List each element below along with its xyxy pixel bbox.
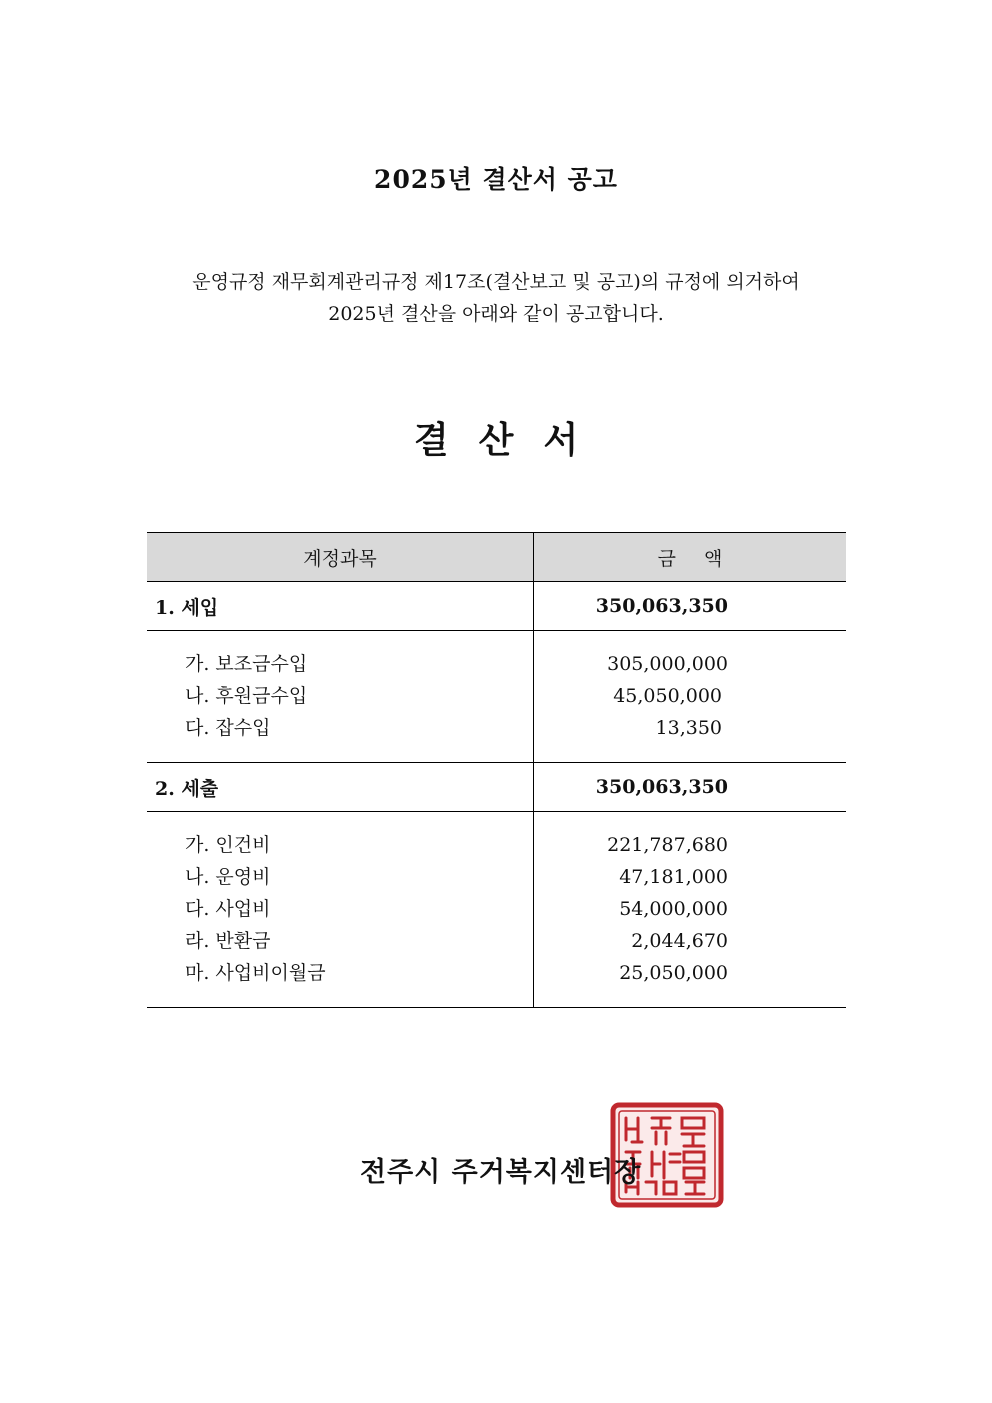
- income-item-labels: [147, 631, 534, 763]
- amount-value: 305,000,000: [607, 653, 728, 675]
- organization-signature: 전주시 주거복지센터장: [360, 1157, 642, 1188]
- header-account: 계정과목: [147, 533, 534, 582]
- list-item: 나. 운영비: [185, 866, 271, 888]
- list-item: 다. 잡수입: [185, 717, 271, 739]
- document-title: 결산서: [413, 419, 609, 461]
- expense-items-row: [147, 812, 846, 1008]
- header-amount: [534, 533, 847, 582]
- income-label: 1. 세입: [147, 582, 534, 631]
- list-item: 다. 사업비: [185, 898, 271, 920]
- intro-line-2: 2025년 결산을 아래와 같이 공고합니다.: [328, 303, 664, 325]
- notice-title: 2025년 결산서 공고: [374, 165, 618, 194]
- amount-value: 13,350: [655, 717, 722, 739]
- header-amount-label: 금액: [657, 547, 751, 570]
- expense-label: 2. 세출: [147, 763, 534, 812]
- expense-item-labels: [147, 812, 534, 1008]
- amount-value: 221,787,680: [607, 834, 728, 856]
- table-header-row: [147, 533, 846, 582]
- amount-value: 45,050,000: [613, 685, 722, 707]
- amount-value: 25,050,000: [619, 962, 728, 984]
- expense-total: 350,063,350: [534, 763, 847, 812]
- income-total-row: [147, 582, 846, 631]
- expense-item-amounts: [534, 812, 847, 1008]
- intro-line-1: 운영규정 재무회계관리규정 제17조(결산보고 및 공고)의 규정에 의거하여: [192, 271, 800, 293]
- intro-paragraph: [0, 266, 992, 330]
- expense-total-row: [147, 763, 846, 812]
- income-items-row: [147, 631, 846, 763]
- amount-value: 47,181,000: [619, 866, 728, 888]
- income-item-amounts: [534, 631, 847, 763]
- list-item: 가. 보조금수입: [185, 653, 308, 675]
- list-item: 마. 사업비이월금: [185, 962, 326, 984]
- settlement-table: [147, 532, 846, 1008]
- income-total: 350,063,350: [534, 582, 847, 631]
- amount-value: 2,044,670: [631, 930, 728, 952]
- list-item: 라. 반환금: [185, 930, 271, 952]
- amount-value: 54,000,000: [619, 898, 728, 920]
- list-item: 가. 인건비: [185, 834, 271, 856]
- list-item: 나. 후원금수입: [185, 685, 308, 707]
